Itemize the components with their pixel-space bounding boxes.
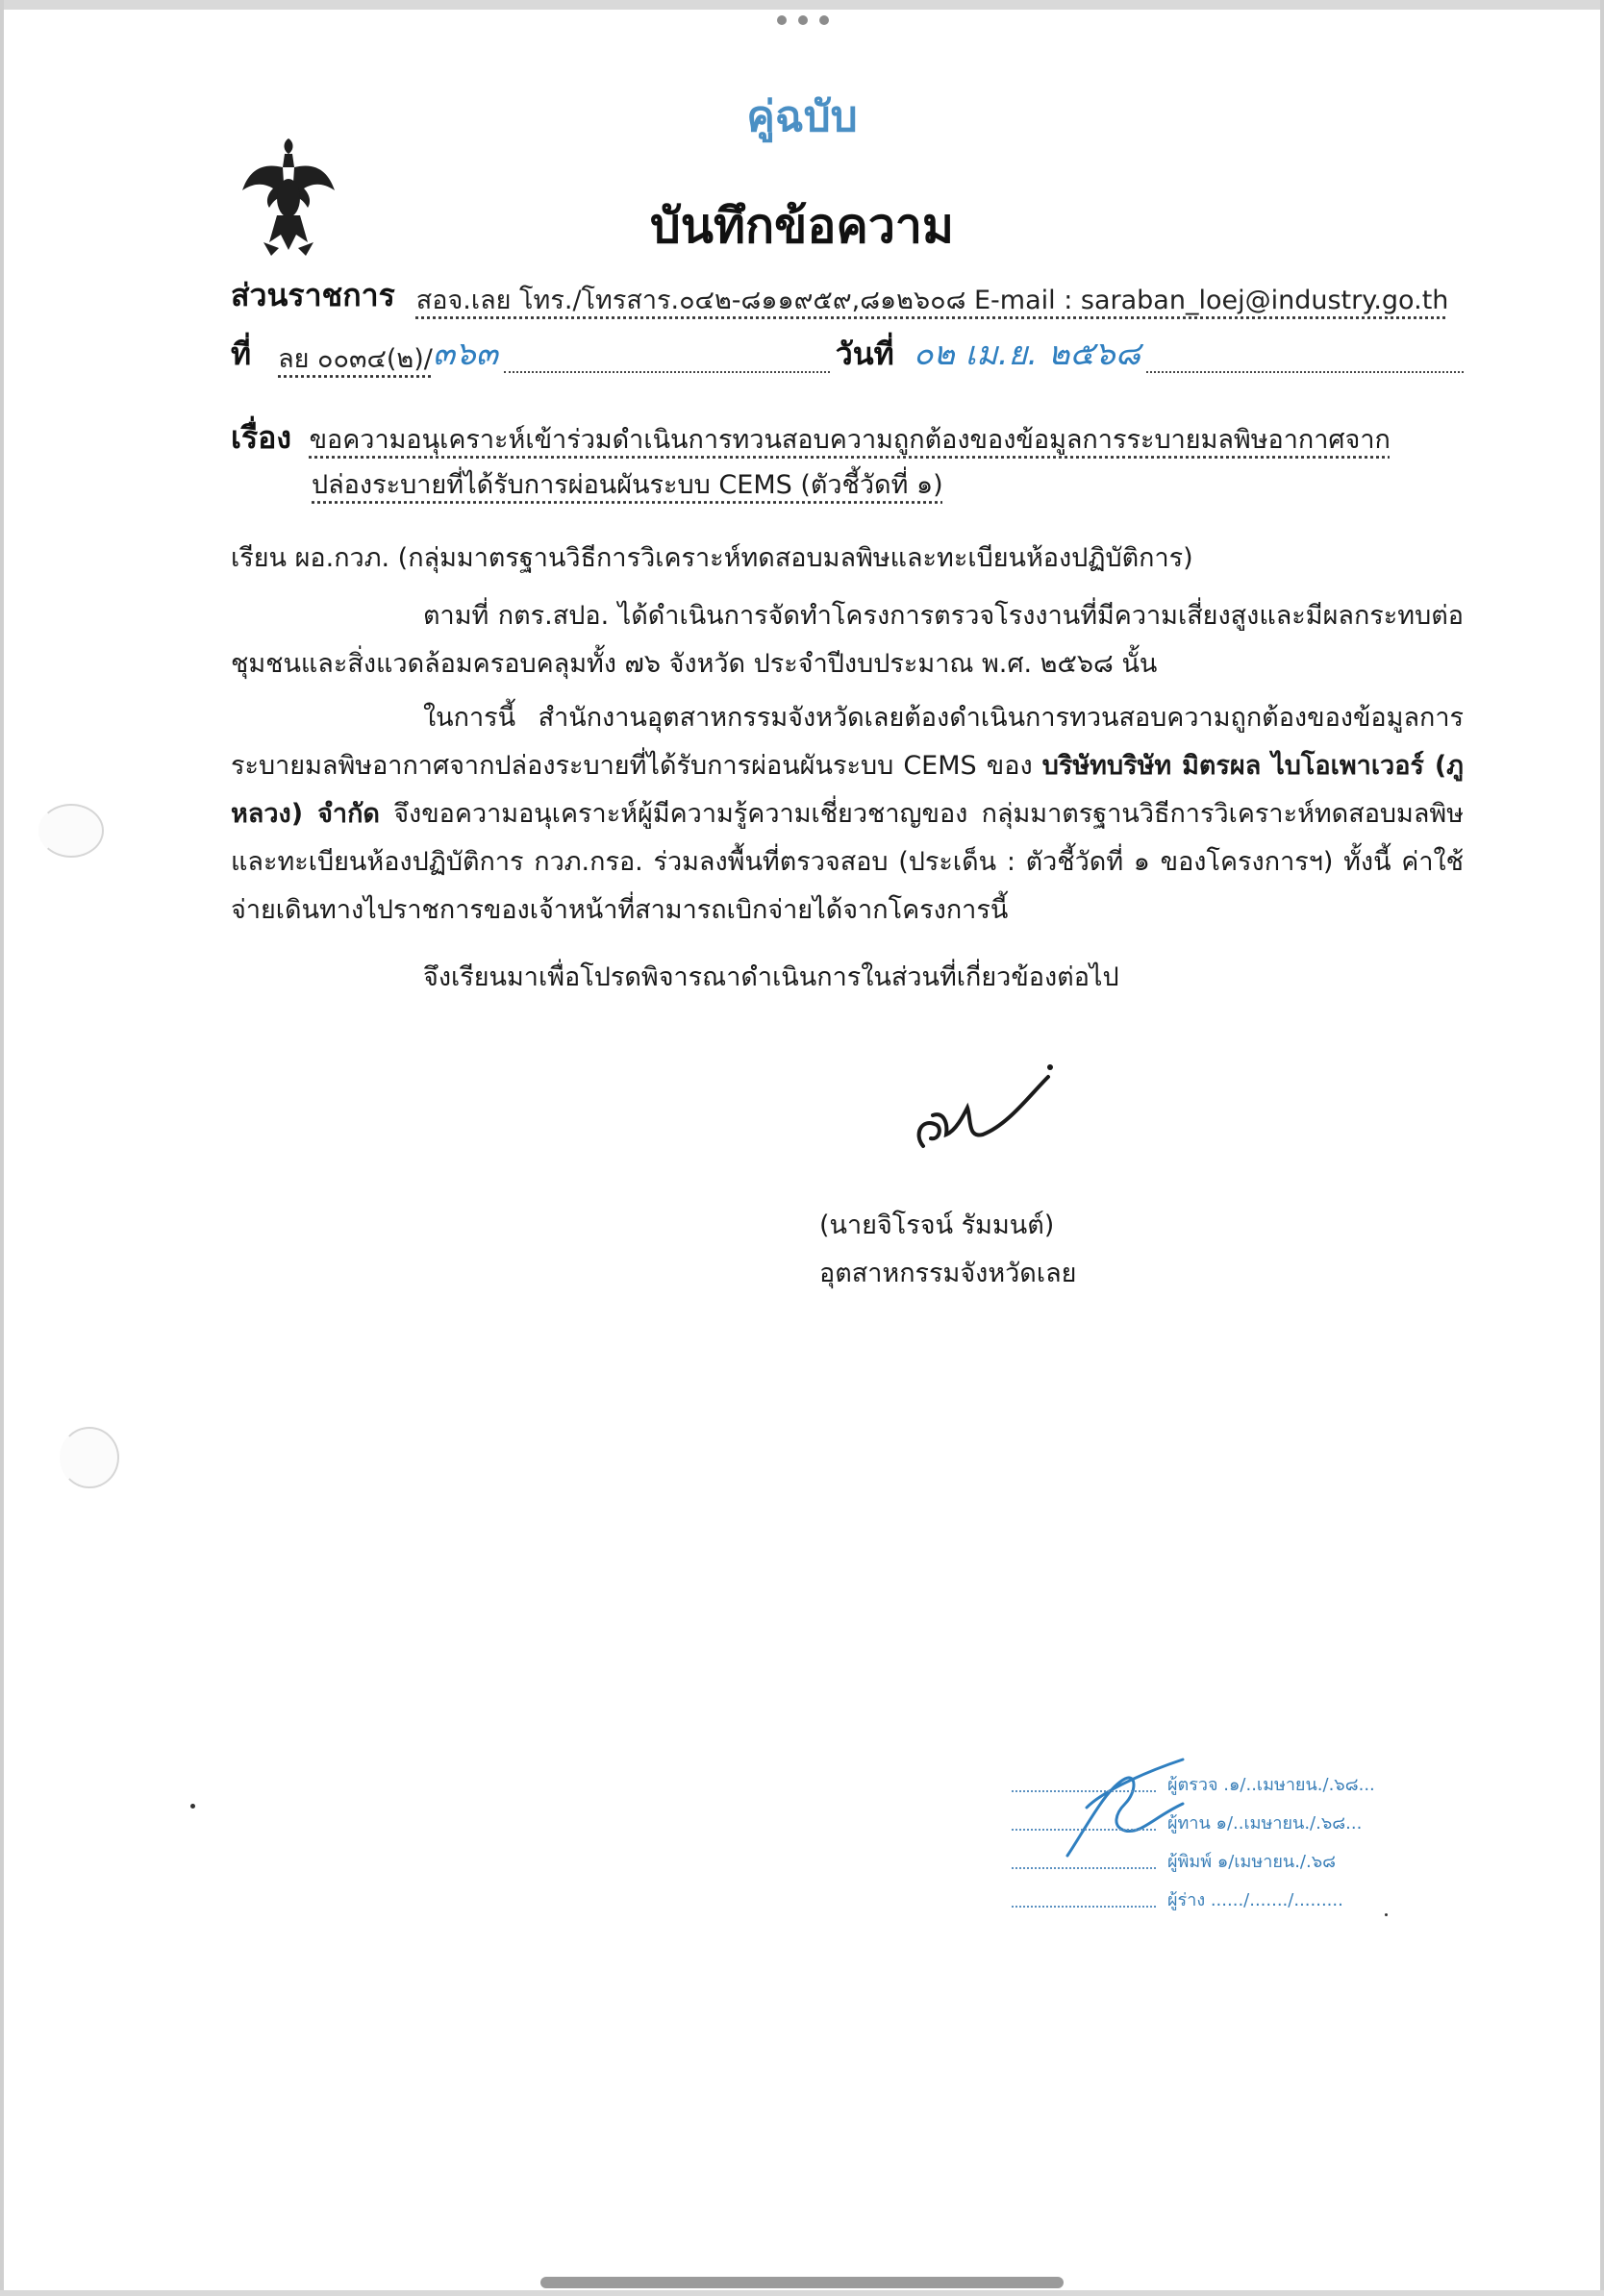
approval-dots [1012,1790,1156,1792]
reference-label: ที่ [231,336,252,372]
body-paragraph-3: จึงเรียนมาเพื่อโปรดพิจารณาดำเนินการในส่วนที่เกี่ยวข้องต่อไป [423,962,1119,992]
top-bar [0,0,1604,10]
approval-row-reviewer [1012,1798,1416,1836]
left-border [0,0,4,2296]
body-paragraph-2-end: จึงขอความอนุเคราะห์ผู้มีความรู้ความเชี่ยวชาญของ กลุ่มมาตรฐานวิธีการวิเคราะห์ทดสอบมลพิษและทะเบียนห้องปฏิบัติการ กวภ.กรอ. ร่วมลงพื้นที่ตรวจสอบ (ประเด็น : ตัวชี้วัดที่ ๑ ของโครงการฯ) ทั้งนี้ ค่าใช้จ่ายเดินทางไปราชการของเจ้าหน้าที่สามารถเบิกจ่ายได้จากโครงการนี้ [231,799,1464,925]
reference-line [231,327,1464,379]
agency-label: ส่วนราชการ [231,277,395,313]
approval-text: ผู้พิมพ์ ๑/เมษายน./.๖๘ [1167,1852,1337,1872]
approval-block [1012,1759,1416,1913]
approval-row-typist [1012,1836,1416,1875]
approval-row-drafter [1012,1875,1416,1913]
punch-hole [60,1427,119,1488]
signer-title: อุตสาหกรรมจังหวัดเลย [819,1259,1077,1288]
addressee: เรียน ผอ.กวภ. (กลุ่มมาตรฐานวิธีการวิเคราะห์ทดสอบมลพิษและทะเบียนห้องปฏิบัติการ) [231,543,1193,573]
date-dotted-line [1146,371,1464,373]
reference-number: ลย ๐๐๓๔(๒)/ [278,344,433,374]
body-paragraph-1: ตามที่ กตร.สปอ. ได้ดำเนินการจัดทำโครงการตรวจโรงงานที่มีความเสี่ยงสูงและมีผลกระทบต่อชุมชนและสิ่งแวดล้อมครอบคลุมทั้ง ๗๖ จังหวัด ประจำปีงบประมาณ พ.ศ. ๒๕๖๘ นั้น [231,601,1464,679]
date-label: วันที่ [835,336,894,372]
approval-text: ผู้ตรวจ .๑/..เมษายน./.๖๘... [1167,1775,1375,1795]
subject [231,413,1464,464]
agency-line [231,271,1464,320]
scan-speck [1385,1913,1388,1916]
body-paragraph-2 [231,694,1464,935]
copy-stamp: คู่ฉบับ [746,92,858,141]
home-indicator[interactable] [540,2277,1064,2288]
body-paragraph-2-start: ในการนี้ สำนักงานอุตสาหกรรมจังหวัดเลยต้องดำเนินการทวนสอบความถูกต้องของข้อมูลการระบายมลพิษอากาศจากปล่องระบายที่ได้รับการผ่อนผันระบบ CEMS ของ [231,703,1464,781]
subject-label: เรื่อง [231,419,291,456]
memo-title: บันทึกข้อความ [650,198,954,254]
more-options-handle[interactable] [777,13,829,27]
company-name: บริษัทบริษัท มิตรผล ไบโอเพาเวอร์ (ภูหลวง) จำกัด [231,751,1464,829]
punch-hole [38,804,104,858]
dot-icon [819,15,829,25]
right-border [1600,0,1604,2296]
dot-icon [798,15,808,25]
reference-handwritten-number: ๓๖๓ [432,335,498,373]
approval-dots [1012,1867,1156,1869]
subject-continuation [312,462,1464,510]
agency-value: สอจ.เลย โทร./โทรสาร.๐๔๒-๘๑๑๙๕๙,๘๑๒๖๐๘ E-mail : saraban_loej@industry.go.th [415,286,1449,315]
bottom-bar [0,2290,1604,2296]
approval-dots [1012,1906,1156,1908]
approval-text: ผู้ร่าง ....../......./......... [1167,1890,1343,1910]
subject-line-1: ขอความอนุเคราะห์เข้าร่วมดำเนินการทวนสอบความถูกต้องของข้อมูลการระบายมลพิษอากาศจาก [309,425,1391,455]
approval-row-checker [1012,1759,1416,1798]
subject-line-2: ปล่องระบายที่ได้รับการผ่อนผันระบบ CEMS (ตัวชี้วัดที่ ๑) [312,470,943,500]
dot-icon [777,15,787,25]
scan-speck [190,1804,195,1809]
signer-name: (นายจิโรจน์ รัมมนต์) [819,1210,1055,1240]
signer-signature [904,1058,1067,1173]
reference-dotted-line [504,371,830,373]
approval-dots [1012,1829,1156,1831]
approval-text: ผู้ทาน ๑/..เมษายน./.๖๘... [1167,1813,1363,1834]
date-value: ๐๒ เม.ย. ๒๕๖๘ [913,335,1140,373]
